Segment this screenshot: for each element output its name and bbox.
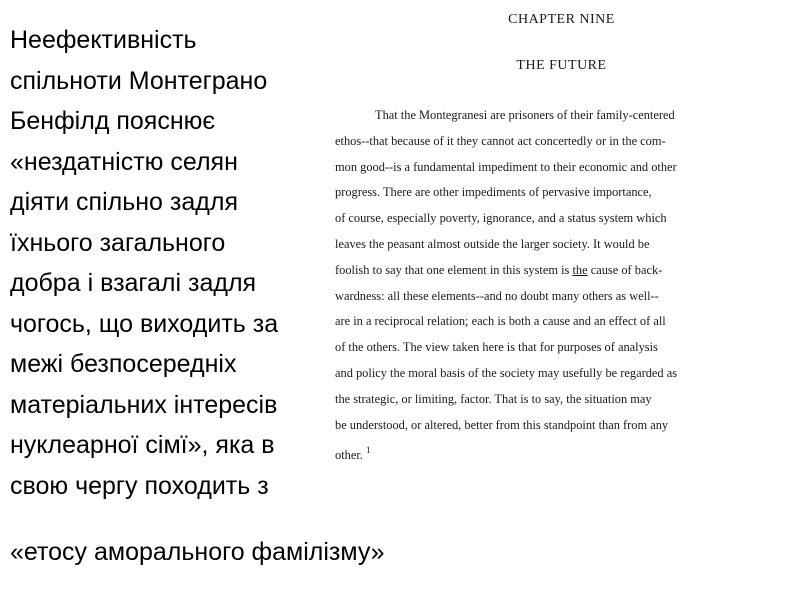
scanned-book-page [323,0,800,560]
scanned-paragraph [335,103,797,464]
scan-line: of the others. The view taken here is that for purposes of analysis [335,340,658,355]
text-line: межі безпосередніх [10,350,237,378]
underlined-word: the [572,262,588,277]
text-line: діяти спільно задля [10,188,238,216]
chapter-title: THE FUTURE [516,58,607,73]
text-line: Бенфілд пояснює [10,107,216,135]
scan-line-with-underline [335,258,797,284]
scan-line-tail: cause of back- [587,262,663,277]
text-line: Неефективність [10,26,197,54]
text-line: «нездатністю селян [10,147,238,176]
scan-line: progress. There are other impediments of pervasive importance, [335,185,652,200]
scan-line-head: foolish to say that one element in this system is [335,262,570,277]
scan-line: are in a reciprocal relation; each is both a cause and an effect of all [335,314,666,329]
text-line: спільноти Монтеграно [10,66,268,95]
scan-line: the strategic, or limiting, factor. That is to say, the situation may [335,391,652,406]
text-line: нуклеарної сімї», яка в [10,431,275,459]
scan-line-last [335,438,797,464]
scan-line: wardness: all these elements--and no doubt many others as well-- [335,288,659,303]
scan-line: be understood, or altered, better from this standpoint than from any [335,417,669,432]
text-line-final: «етосу аморального фамілізму» [10,538,385,566]
footnote-mark: 1 [365,445,371,456]
text-line: добра і взагалі задля [10,269,257,297]
text-line: чогось, що виходить за [10,309,279,338]
scan-line: leaves the peasant almost outside the larger society. It would be [335,236,650,251]
chapter-heading: CHAPTER NINE [508,12,615,27]
text-line: свою чергу походить з [10,471,269,500]
scan-line: That the Montegranesi are prisoners of their family-centered [375,108,675,122]
scan-line: ethos--that because of it they cannot act concertedly or in the com- [335,133,666,148]
text-line: матеріальних інтересів [10,390,278,419]
scan-line: mon good--is a fundamental impediment to their economic and other [335,159,677,174]
scan-line: and policy the moral basis of the society may usefully be regarded as [335,365,678,380]
scan-line: other. [335,448,363,463]
text-line: їхнього загального [10,228,226,257]
scan-line: of course, especially poverty, ignorance, and a status system which [335,211,667,226]
